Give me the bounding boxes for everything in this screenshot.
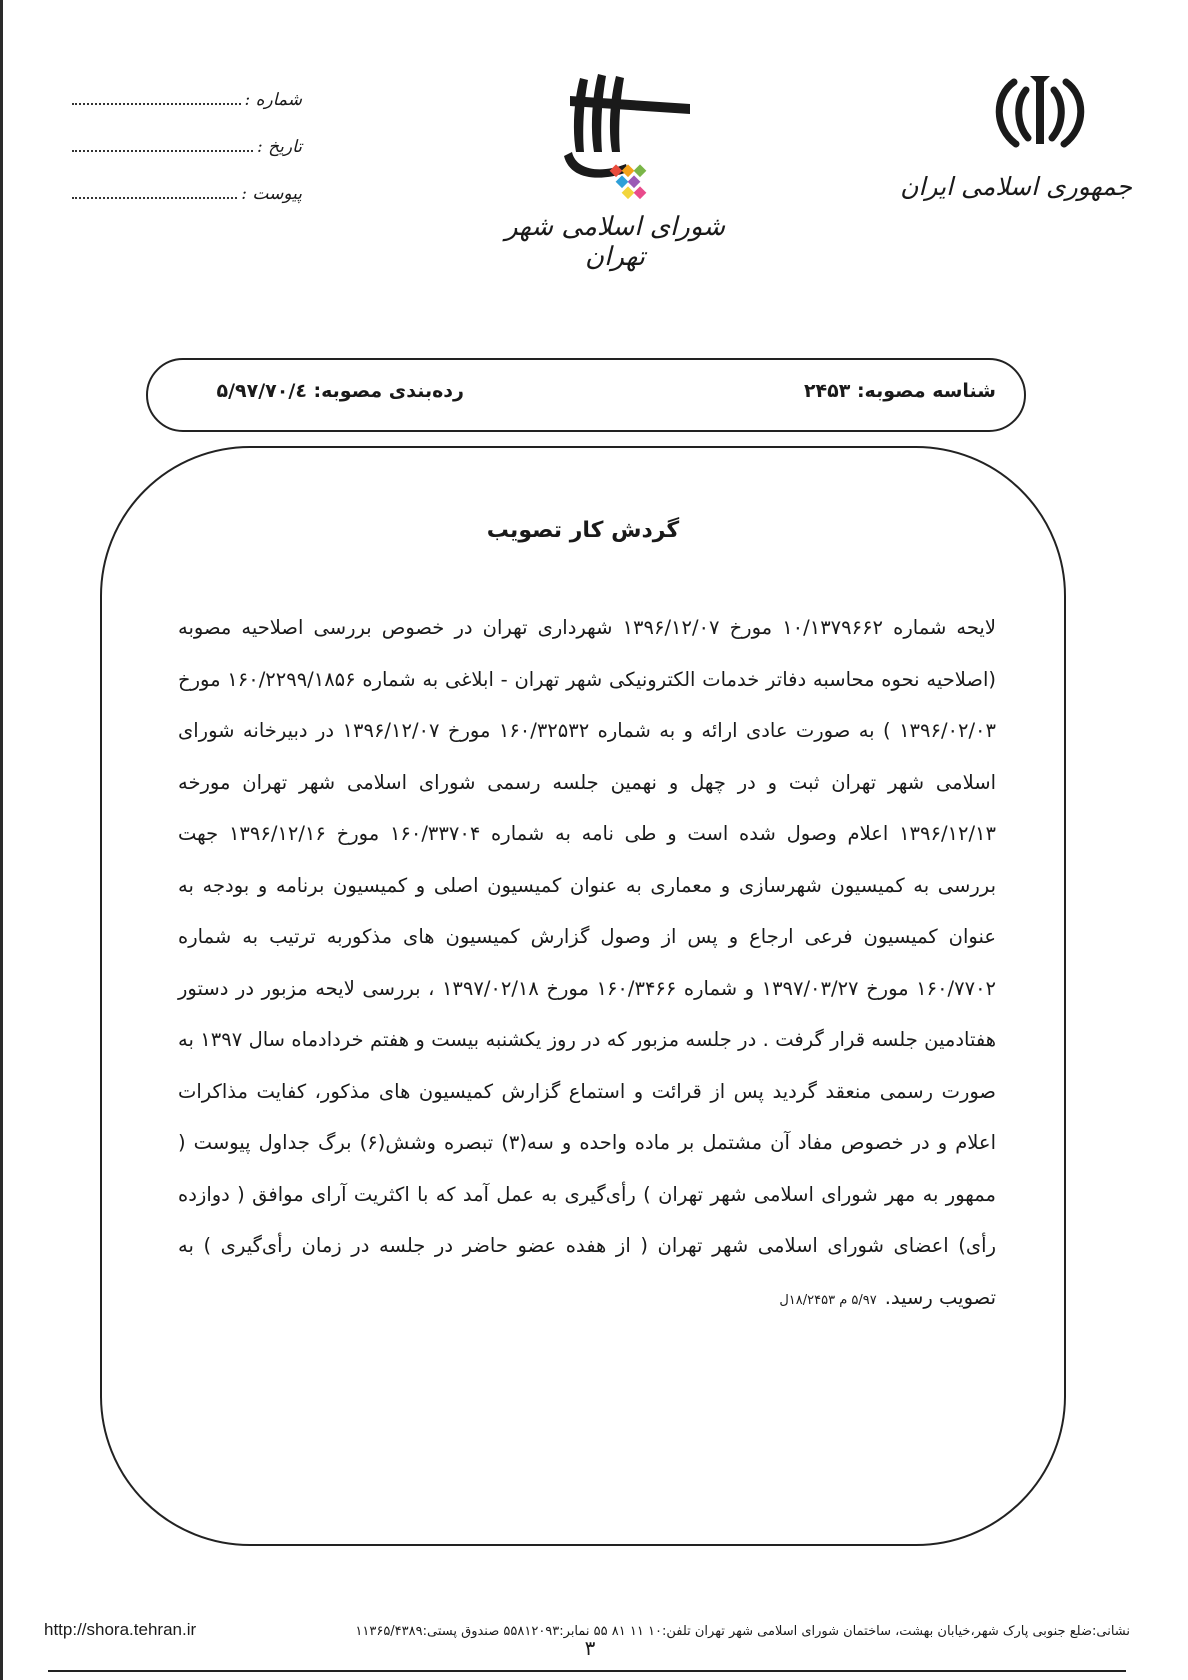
meta-attachment-row: [72, 184, 302, 231]
council-logo-icon: [540, 70, 690, 210]
approval-id: شناسه مصوبه: ۲۴۵۳: [803, 380, 996, 402]
letter-meta-fields: [72, 90, 302, 231]
emblem-icon: [980, 72, 1100, 152]
approval-info-box: [146, 358, 1026, 432]
meta-attachment-label: پیوست :: [241, 184, 302, 204]
website-link[interactable]: http://shora.tehran.ir: [44, 1620, 197, 1639]
document-body: [178, 602, 996, 1326]
council-logo: [500, 70, 730, 272]
body-text: لایحه شماره ۱۰/۱۳۷۹۶۶۲ مورخ ۱۳۹۶/۱۲/۰۷ شهرداری تهران در خصوص بررسی اصلاحیه مصوبه (اصلاحیه نحوه محاسبه دفاتر خدمات الکترونیکی شهر تهران - ابلاغی به شماره ۱۶۰/۲۲۹۹/۱۸۵۶ مورخ ۱۳۹۶/۰۲/۰۳ ) به صورت عادی ارائه و به شماره ۱۶۰/۳۲۵۳۲ مورخ ۱۳۹۶/۱۲/۰۷ در دبیرخانه شورای اسلامی شهر تهران ثبت و در چهل و نهمین جلسه رسمی شورای اسلامی شهر تهران مورخه ۱۳۹۶/۱۲/۱۳ اعلام وصول شده است و طی نامه به شماره ۱۶۰/۳۳۷۰۴ مورخ ۱۳۹۶/۱۲/۱۶ جهت بررسی به کمیسیون شهرسازی و معماری به عنوان کمیسیون اصلی و کمیسیون برنامه و بودجه به عنوان کمیسیون فرعی ارجاع و پس از وصول گزارش کمیسیون های مذکوربه ترتیب به شماره ۱۶۰/۷۷۰۲ مورخ ۱۳۹۷/۰۳/۲۷ و شماره ۱۶۰/۳۴۶۶ مورخ ۱۳۹۷/۰۲/۱۸ ، بررسی لایحه مزبور در دستور هفتادمین جلسه قرار گرفت . در جلسه مزبور که در روز یکشنبه بیست و هفتم خردادماه سال ۱۳۹۷ به صورت رسمی منعقد گردید پس از قرائت و استماع گزارش کمیسیون های مذکور، کفایت مذاکرات اعلام و در خصوص مفاد آن مشتمل بر ماده واحده و سه(۳) تبصره وشش(۶) برگ جداول پیوست ( ممهور به مهر شورای اسلامی شهر تهران ) رأی‌گیری به عمل آمد که با اکثریت آرای موافق ( دوازده رأی) اعضای شورای اسلامی شهر تهران ( از هفده عضو حاضر در جلسه در زمان رأی‌گیری ) به تصویب رسید.: [178, 616, 997, 1309]
document-body-paragraph: [178, 602, 996, 1326]
meta-number-row: [72, 90, 302, 137]
page-edge: [0, 0, 3, 1680]
meta-date-label: تاریخ :: [257, 137, 302, 157]
document-frame: [100, 446, 1066, 1546]
republic-name: جمهوری اسلامی ایران: [900, 172, 1132, 201]
contact-address: نشانی:ضلع جنوبی پارک شهر،خیابان بهشت، ساختمان شورای اسلامی شهر تهران تلفن:۱۰ ۱۱ ۸۱ ۵۵ نمابر:۵۵۸۱۲۰۹۳ صندوق پستی:۱۱۳۶۵/۴۳۸۹: [355, 1624, 1130, 1639]
page-number: ۳: [584, 1636, 596, 1660]
meta-attachment-field: [72, 185, 237, 199]
document-title: گردش کار تصویب: [486, 518, 680, 543]
approval-classification: رده‌بندی مصوبه: ۵/۹۷/۷۰/٤: [216, 380, 464, 402]
council-name: شورای اسلامی شهر تهران: [504, 212, 726, 272]
meta-date-row: [72, 137, 302, 184]
footer-divider: [48, 1670, 1126, 1672]
republic-emblem: [980, 72, 1100, 152]
reference-code: ۵/۹۷ م ۱۸/۲۴۵۳ل: [779, 1292, 877, 1308]
meta-date-field: [72, 138, 253, 152]
meta-number-label: شماره :: [244, 90, 302, 110]
meta-number-field: [72, 91, 241, 105]
